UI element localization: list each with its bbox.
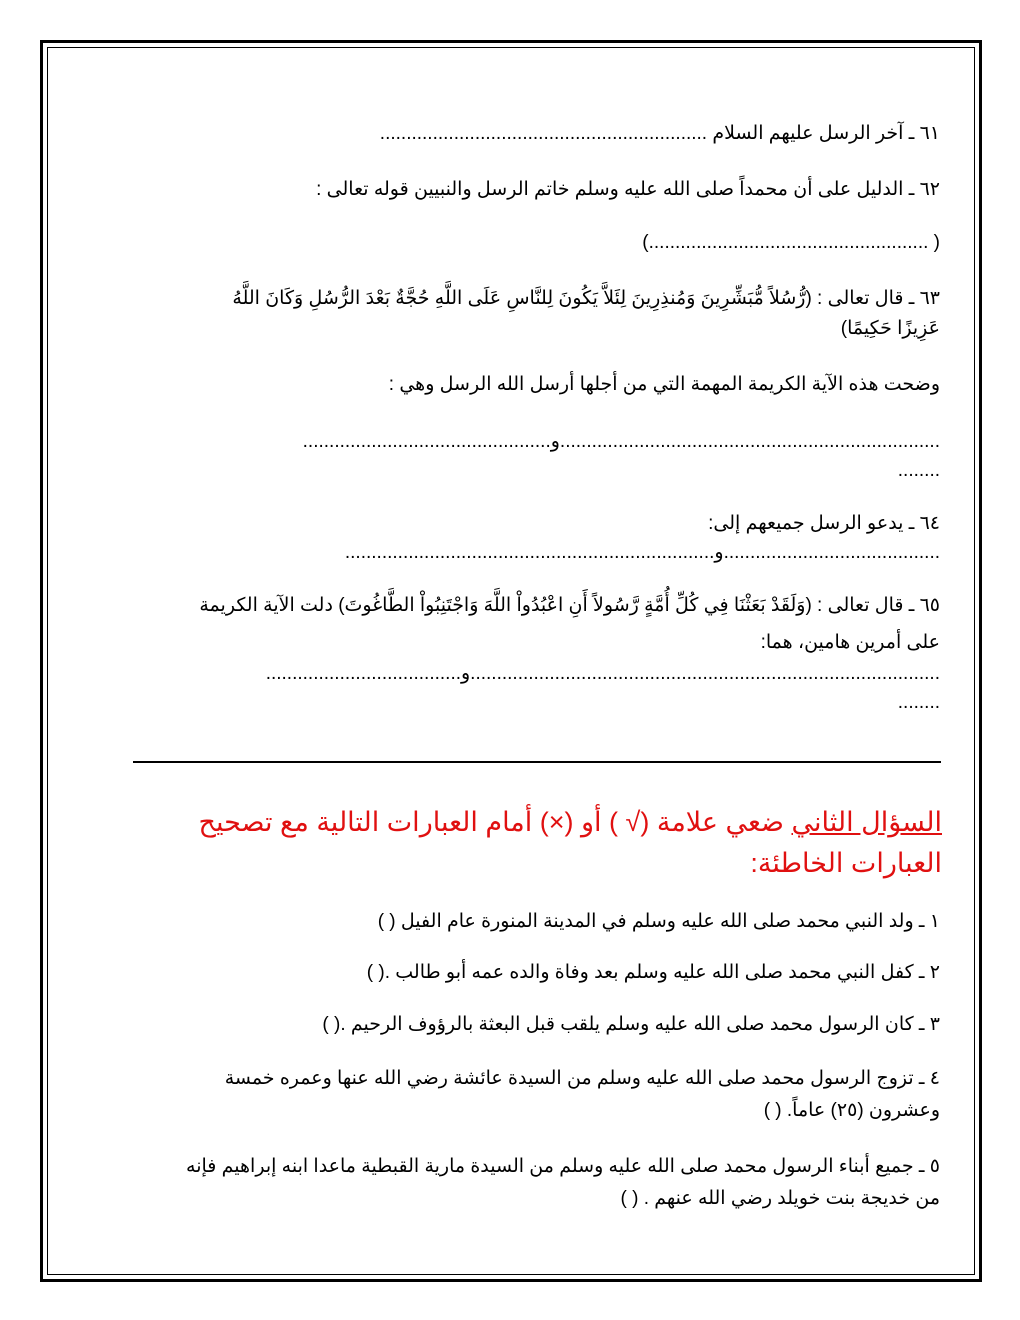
question-65-answer-line: .........................................................................................و..................................... [265,663,940,684]
question-63-answer-line: ........................................................................و............................................... [302,431,940,452]
statement-2: ٢ ـ كفل النبي محمد صلى الله عليه وسلم بعد وفاة والده عمه أبو طالب .( ) [366,962,940,983]
question-65-verse-line1: ٦٥ ـ قال تعالى : (وَلَقَدْ بَعَثْنَا فِي كُلِّ أُمَّةٍ رَّسُولاً أَنِ اعْبُدُواْ اللَّهَ وَاجْتَنِبُواْ الطَّاغُوتَ) دلت الآية الكريمة [199,595,940,616]
statement-3: ٣ ـ كان الرسول محمد صلى الله عليه وسلم يلقب قبل البعثة بالرؤوف الرحيم .( ) [322,1014,940,1035]
question-2-heading: السؤال الثاني [791,807,942,837]
question-63-verse-line1: ٦٣ ـ قال تعالى : (رُّسُلاً مُّبَشِّرِينَ وَمُنذِرِينَ لِئَلاَّ يَكُونَ لِلنَّاسِ عَلَى اللَّهِ حُجَّةٌ بَعْدَ الرُّسُلِ وَكَانَ اللَّهُ [232,288,940,309]
question-2-title-line2: العبارات الخاطئة: [750,848,942,878]
question-2-title [150,802,942,842]
statement-4-line2: وعشرون (٢٥) عاماً. ( ) [763,1100,940,1121]
question-64-answer-line: .........................................و...................................................................... [344,542,940,563]
question-63-prompt: وضحت هذه الآية الكريمة المهمة التي من أجلها أرسل الله الرسل وهي : [388,374,940,395]
question-64: ٦٤ ـ يدعو الرسل جميعهم إلى: [708,513,940,534]
question-65-answer-cont: ........ [897,692,940,713]
question-62: ٦٢ ـ الدليل على أن محمداً صلى الله عليه وسلم خاتم الرسل والنبيين قوله تعالى : [316,179,940,200]
question-65-verse-line2: على أمرين هامين، هما: [760,632,940,653]
question-2-instructions: ضعي علامة (√ ) أو (×) أمام العبارات التالية مع تصحيح [198,807,792,837]
statement-5-line1: ٥ ـ جميع أبناء الرسول محمد صلى الله عليه وسلم من السيدة مارية القبطية ماعدا ابنه إبراهيم فإنه [186,1156,940,1177]
statement-1: ١ ـ ولد النبي محمد صلى الله عليه وسلم في المدينة المنورة عام الفيل ( ) [377,911,940,932]
question-63-answer-cont: ........ [897,460,940,481]
section-divider [133,761,941,763]
question-61: ٦١ ـ آخر الرسل عليهم السلام .............................................................. [379,123,940,144]
question-62-blank: ( .....................................................) [642,232,940,253]
question-63-verse-line2: عَزِيزًا حَكِيمًا) [840,318,940,339]
statement-5-line2: من خديجة بنت خويلد رضي الله عنهم . ( ) [620,1188,940,1209]
statement-4-line1: ٤ ـ تزوج الرسول محمد صلى الله عليه وسلم من السيدة عائشة رضي الله عنها وعمره خمسة [224,1068,940,1089]
